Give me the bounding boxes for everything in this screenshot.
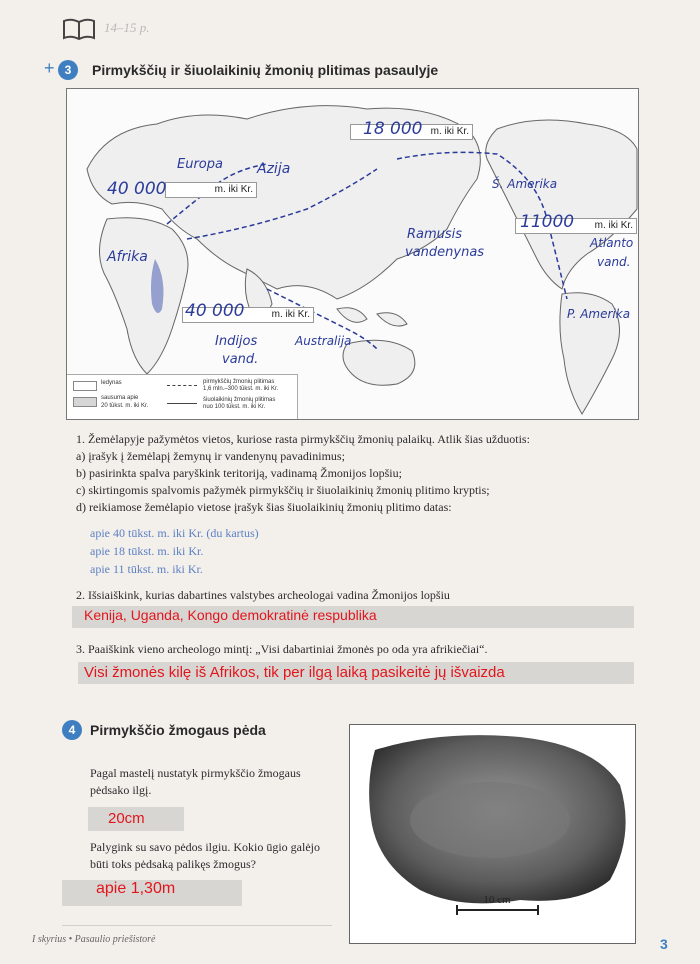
book-icon bbox=[62, 18, 96, 40]
date-box-australia: m. iki Kr. bbox=[182, 307, 314, 323]
footprint-shape bbox=[410, 782, 570, 858]
footprint-drawing bbox=[350, 725, 635, 943]
question-1-block bbox=[76, 431, 636, 516]
legend-modern-1: šiuolaikinių žmonių plitimas bbox=[203, 397, 276, 403]
question-3: 3. Paaiškink vieno archeologo mintį: „Visi dabartiniai žmonės po oda yra afrikiečiai“. bbox=[76, 642, 488, 656]
world-map bbox=[66, 88, 639, 420]
label-australia: Australija bbox=[295, 334, 352, 348]
section-number: 3 bbox=[58, 60, 78, 80]
legend-primitive-line bbox=[167, 385, 197, 386]
date-option: apie 11 tūkst. m. iki Kr. bbox=[90, 562, 203, 576]
legend-ice: ledynas bbox=[101, 380, 122, 386]
label-indian-1: Indijos bbox=[215, 334, 258, 349]
question-1-d: d) reikiamose žemėlapio vietose įrašyk šias šiuolaikinių žmonių plitimo datas: bbox=[76, 500, 452, 514]
legend-land-2: 20 tūkst. m. iki Kr. bbox=[101, 403, 149, 409]
question-1-c: c) skirtingomis spalvomis pažymėk pirmykščių ir šiuolaikinių žmonių plitimo kryptis; bbox=[76, 483, 490, 497]
page-number: 3 bbox=[660, 936, 668, 952]
islands bbox=[337, 308, 407, 326]
section-4-number: 4 bbox=[62, 720, 82, 740]
label-atlantic-2: vand. bbox=[597, 255, 631, 269]
label-atlantic-1: Atlanto bbox=[590, 236, 634, 250]
label-pacific-2: vandenynas bbox=[405, 245, 485, 260]
legend-ice-swatch bbox=[73, 381, 97, 391]
legend-land-swatch bbox=[73, 397, 97, 407]
scale-label: 10 cm bbox=[483, 894, 511, 906]
label-europe: Europa bbox=[177, 157, 223, 172]
footprint-photo bbox=[349, 724, 636, 944]
answer-3: Visi žmonės kilę iš Afrikos, tik per ilgą laiką pasikeitė jų išvaizda bbox=[84, 664, 505, 681]
legend-primitive-1: pirmykščių žmonių plitimas bbox=[203, 379, 275, 385]
legend-modern-2: nuo 100 tūkst. m. iki Kr. bbox=[203, 404, 266, 410]
plus-icon: + bbox=[44, 58, 55, 78]
page-reference: 14–15 p. bbox=[104, 20, 150, 35]
question-1-intro: 1. Žemėlapyje pažymėtos vietos, kuriose rasta pirmykščių žmonių palaikų. Atlik šias užduotis: bbox=[76, 432, 530, 446]
date-box-europe: m. iki Kr. bbox=[165, 182, 257, 198]
legend-primitive-2: 1,6 mln.–300 tūkst. m. iki Kr. bbox=[203, 386, 279, 392]
label-south-america: P. Amerika bbox=[567, 307, 631, 321]
map-legend bbox=[67, 374, 298, 419]
handwritten-date-europe: 40 000 bbox=[107, 179, 167, 199]
date-option: apie 40 tūkst. m. iki Kr. (du kartus) bbox=[90, 526, 259, 540]
africa-landmass bbox=[100, 218, 189, 374]
footer-divider bbox=[62, 925, 332, 926]
handwritten-date-australia: 40 000 bbox=[185, 301, 245, 321]
question-1-b: b) pasirinkta spalva paryškink teritoriją, vadinamą Žmonijos lopšiu; bbox=[76, 466, 402, 480]
label-africa: Afrika bbox=[107, 249, 148, 265]
label-asia: Azija bbox=[257, 161, 291, 177]
section-4-title: Pirmykščio žmogaus pėda bbox=[90, 722, 266, 738]
question-2: 2. Išsiaiškink, kurias dabartines valstybes archeologai vadina Žmonijos lopšiu bbox=[76, 588, 450, 602]
answer-4b: apie 1,30m bbox=[96, 880, 176, 897]
section-title: Pirmykščių ir šiuolaikinių žmonių plitimas pasaulyje bbox=[92, 62, 439, 78]
question-1-dates bbox=[90, 524, 259, 578]
footer-text: I skyrius • Pasaulio priešistorė bbox=[32, 934, 156, 945]
label-north-america: Š. Amerika bbox=[492, 177, 558, 191]
legend-land-1: sausuma apie bbox=[101, 395, 139, 401]
answer-4a: 20cm bbox=[108, 810, 145, 827]
legend-modern-line bbox=[167, 403, 197, 404]
handwritten-date-asia: 18 000 bbox=[363, 119, 423, 139]
date-box-asia: m. iki Kr. bbox=[350, 124, 473, 140]
question-1-a: a) įrašyk į žemėlapį žemynų ir vandenynų pavadinimus; bbox=[76, 449, 345, 463]
section-4-question-b: Palygink su savo pėdos ilgiu. Kokio ūgio galėjo būti toks pėdsaką palikęs žmogus? bbox=[90, 840, 320, 871]
answer-2: Kenija, Uganda, Kongo demokratinė respublika bbox=[84, 607, 377, 623]
label-pacific-1: Ramusis bbox=[407, 227, 463, 242]
australia-landmass bbox=[343, 340, 415, 385]
date-box-americas: m. iki Kr. bbox=[515, 218, 637, 234]
date-option: apie 18 tūkst. m. iki Kr. bbox=[90, 544, 204, 558]
label-indian-2: vand. bbox=[222, 352, 259, 367]
section-4-question-a: Pagal mastelį nustatyk pirmykščio žmogaus pėdsako ilgį. bbox=[90, 766, 301, 797]
handwritten-date-americas: 11000 bbox=[520, 212, 575, 232]
